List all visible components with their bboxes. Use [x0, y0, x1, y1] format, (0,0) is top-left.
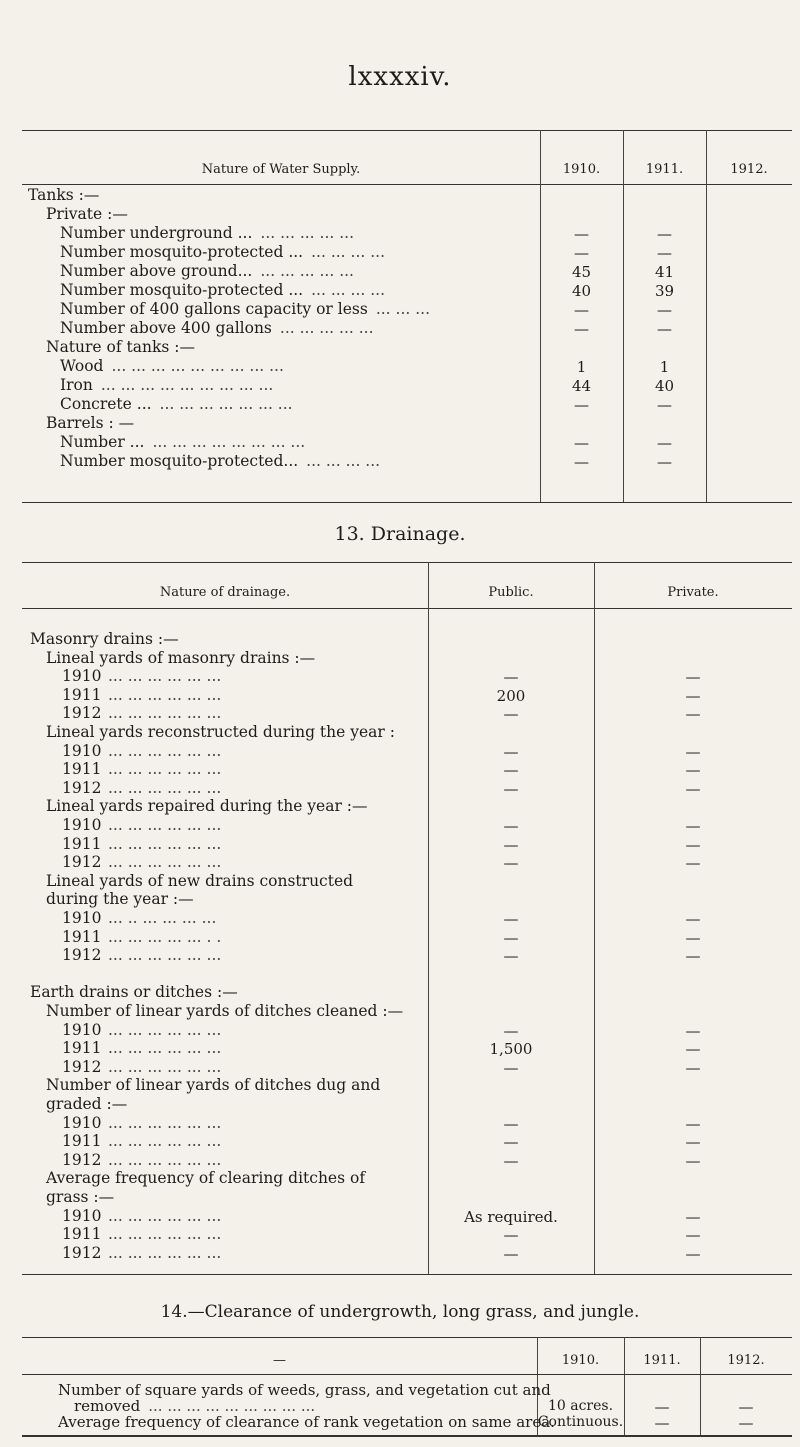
table-row-label: Barrels : — — [46, 414, 135, 432]
leader-dots: ... ... ... ... ... ... — [108, 741, 222, 760]
table-row-label: Number mosquito-protected... — [60, 452, 299, 470]
value-1912: — — [738, 1398, 754, 1416]
year-label: 1912 — [62, 778, 102, 797]
value-private: — — [685, 854, 701, 873]
header-nature-drainage: Nature of drainage. — [159, 585, 291, 600]
table-rule — [22, 1274, 792, 1275]
value-1912: — — [738, 1414, 754, 1432]
leader-dots: ... ... ... ... ... . . — [108, 927, 222, 946]
leader-dots: ... ... ... ... ... ... — [108, 778, 222, 797]
value-private: — — [685, 686, 701, 705]
leader-dots: ... ... ... ... ... ... — [108, 1225, 222, 1244]
page-number: lxxxxiv. — [348, 62, 452, 92]
value-public: — — [503, 1244, 519, 1263]
leader-dots: ... ... ... ... ... ... — [108, 834, 222, 853]
table-row-label: Earth drains or ditches :— — [30, 983, 238, 1002]
value-1910: — — [574, 434, 589, 452]
drainage-title: 13. Drainage. — [334, 523, 466, 545]
value-private: — — [685, 1114, 701, 1133]
leader-dots: ... ... ... ... ... ... — [108, 946, 222, 965]
table-row-label: Number of linear yards of ditches dug and — [46, 1076, 381, 1095]
year-label: 1912 — [62, 853, 102, 872]
header-private: Private. — [667, 585, 719, 600]
value-public: — — [503, 705, 519, 724]
header-nature: Nature of Water Supply. — [201, 162, 361, 177]
value-public: — — [503, 947, 519, 966]
value-1910: 10 acres. — [547, 1398, 614, 1414]
leader-dots: ... ... ... ... ... ... — [108, 1113, 222, 1132]
value-public: 1,500 — [489, 1040, 533, 1059]
value-public: — — [503, 742, 519, 761]
header-1911: 1911. — [645, 162, 684, 177]
value-1910: — — [574, 301, 589, 319]
leader-dots: ... ... ... ... — [306, 452, 381, 470]
year-label: 1910 — [62, 1020, 102, 1039]
leader-dots: ... ... ... ... ... — [279, 319, 374, 337]
table-row-label: Number above 400 gallons — [60, 319, 272, 337]
leader-dots: ... ... ... ... ... ... — [108, 1039, 222, 1058]
undergrowth-title: 14.—Clearance of undergrowth, long grass, and jungle. — [160, 1302, 640, 1322]
value-private: — — [685, 1021, 701, 1040]
table-row-label: Wood — [60, 357, 104, 375]
header-1912: 1912. — [727, 1353, 765, 1368]
table-row-label: Private :— — [46, 205, 128, 223]
value-public: — — [503, 854, 519, 873]
table-row-label: Nature of tanks :— — [46, 338, 195, 356]
value-1910: — — [574, 453, 589, 471]
value-public: — — [503, 1058, 519, 1077]
value-private: — — [685, 947, 701, 966]
value-public: — — [503, 779, 519, 798]
table-row-label: Lineal yards of new drains constructed — [46, 871, 354, 890]
value-private: — — [685, 742, 701, 761]
leader-dots: ... ... ... ... ... — [260, 262, 354, 280]
value-public: — — [503, 910, 519, 928]
leader-dots: ... ... ... ... ... ... ... — [159, 395, 293, 413]
value-public: — — [503, 668, 519, 687]
table-row-label: Number of 400 gallons capacity or less — [60, 300, 368, 318]
leader-dots: ... ... ... ... — [311, 243, 386, 261]
value-1910: 40 — [571, 282, 592, 300]
year-label: 1910 — [62, 909, 102, 927]
header-blank: — — [273, 1353, 286, 1368]
leader-dots: ... ... ... ... ... — [260, 224, 355, 242]
leader-dots: ... ... ... ... — [311, 281, 386, 299]
leader-dots: ... ... ... ... ... ... — [108, 704, 222, 723]
table-rule — [22, 184, 792, 185]
table-row-label: removed — [74, 1397, 141, 1415]
value-1911: — — [654, 1398, 670, 1416]
leader-dots: ... ... ... ... ... ... — [108, 685, 222, 704]
value-1910: 1 — [576, 358, 587, 376]
value-public: — — [503, 835, 519, 854]
table-row-label: Average frequency of clearing ditches of — [46, 1169, 366, 1188]
year-label: 1911 — [62, 927, 102, 946]
value-private: — — [685, 1151, 701, 1170]
value-private: — — [685, 835, 701, 854]
year-label: 1910 — [62, 816, 102, 834]
year-label: 1912 — [62, 946, 102, 965]
value-1910: — — [574, 320, 589, 338]
table-row-label: graded :— — [46, 1095, 128, 1113]
year-label: 1911 — [62, 1039, 102, 1058]
value-1911: — — [657, 434, 672, 452]
leader-dots: ... ... ... ... ... ... — [108, 1243, 222, 1262]
table-row-label: Number above ground... — [60, 262, 253, 280]
value-1911: — — [657, 225, 672, 243]
table-row-label: Lineal yards of masonry drains :— — [46, 648, 316, 667]
year-label: 1911 — [62, 760, 102, 779]
value-public: — — [503, 928, 519, 947]
value-private: — — [685, 668, 701, 687]
column-rule — [706, 184, 707, 502]
leader-dots: ... ... ... ... ... ... ... ... ... — [100, 376, 274, 394]
table-row-label: Number mosquito-protected ... — [60, 281, 304, 299]
value-public: — — [503, 1021, 519, 1040]
value-private: — — [685, 817, 701, 835]
value-1910: — — [574, 244, 589, 262]
leader-dots: ... .. ... ... ... ... — [108, 909, 217, 927]
year-label: 1910 — [62, 1206, 102, 1225]
year-label: 1910 — [62, 1113, 102, 1132]
table-row-label: Average frequency of clearance of rank vegetation on same area. — [58, 1413, 555, 1431]
table-row-label: Number ... — [60, 433, 145, 451]
value-private: — — [685, 1040, 701, 1059]
table-row-label: Number underground ... — [60, 224, 253, 242]
value-1910: 45 — [571, 263, 592, 281]
value-private: — — [685, 1226, 701, 1245]
value-1911: — — [657, 396, 672, 414]
value-1911: — — [657, 244, 672, 262]
year-label: 1910 — [62, 667, 102, 686]
value-1910: — — [574, 225, 589, 243]
table-rule — [22, 502, 792, 503]
value-1911: 1 — [659, 358, 670, 376]
value-public: — — [503, 1114, 519, 1133]
value-private: — — [685, 1058, 701, 1077]
table-rule — [22, 130, 792, 131]
value-public: — — [503, 761, 519, 780]
year-label: 1911 — [62, 834, 102, 853]
year-label: 1912 — [62, 1243, 102, 1262]
table-rule — [22, 1374, 792, 1375]
value-1910: 44 — [571, 377, 592, 395]
year-label: 1911 — [62, 1225, 102, 1244]
table-rule — [22, 1337, 792, 1338]
value-public: — — [503, 817, 519, 835]
value-1911: — — [657, 301, 672, 319]
value-1910: Continuous. — [537, 1414, 624, 1430]
value-public: As required. — [464, 1207, 558, 1226]
year-label: 1910 — [62, 741, 102, 760]
leader-dots: ... ... ... ... ... ... — [108, 1206, 222, 1225]
value-1911: 39 — [654, 282, 675, 300]
header-1911: 1911. — [643, 1353, 681, 1368]
leader-dots: ... ... ... ... ... ... — [108, 1020, 222, 1039]
value-private: — — [685, 1207, 701, 1226]
value-public: — — [503, 1151, 519, 1170]
year-label: 1912 — [62, 704, 102, 723]
value-private: — — [685, 705, 701, 724]
header-1912: 1912. — [730, 162, 768, 177]
table-row-label: Iron — [60, 376, 93, 394]
leader-dots: ... ... ... ... ... ... — [108, 853, 222, 872]
table-row-label: Tanks :— — [28, 186, 100, 204]
header-1910: 1910. — [561, 1353, 600, 1368]
header-1910: 1910. — [562, 162, 601, 177]
year-label: 1911 — [62, 1132, 102, 1151]
table-row-label: Masonry drains :— — [30, 630, 179, 648]
leader-dots: ... ... ... ... ... ... — [108, 760, 222, 779]
value-1911: 41 — [654, 263, 675, 281]
year-label: 1912 — [62, 1057, 102, 1076]
value-public: 200 — [496, 686, 526, 705]
leader-dots: ... ... ... ... ... ... — [108, 1057, 222, 1076]
value-private: — — [685, 779, 701, 798]
table-rule — [22, 608, 792, 609]
value-public: — — [503, 1133, 519, 1152]
leader-dots: ... ... ... ... ... ... — [108, 1132, 222, 1151]
value-1910: — — [574, 396, 589, 414]
year-label: 1911 — [62, 685, 102, 704]
table-row-label: grass :— — [46, 1188, 115, 1206]
header-public: Public. — [488, 585, 534, 600]
leader-dots: ... ... ... ... ... ... ... ... ... — [111, 357, 284, 375]
table-rule — [22, 1435, 792, 1437]
value-public: — — [503, 1226, 519, 1245]
leader-dots: ... ... ... ... ... ... ... ... ... — [148, 1397, 316, 1415]
value-private: — — [685, 1244, 701, 1263]
leader-dots: ... ... ... ... ... ... ... ... — [152, 433, 306, 451]
leader-dots: ... ... ... ... ... ... — [108, 816, 222, 834]
table-row-label: Concrete ... — [60, 395, 152, 413]
leader-dots: ... ... ... ... ... ... — [108, 1150, 222, 1169]
value-1911: 40 — [654, 377, 675, 395]
year-label: 1912 — [62, 1150, 102, 1169]
value-private: — — [685, 928, 701, 947]
value-1911: — — [654, 1414, 670, 1432]
value-private: — — [685, 1133, 701, 1152]
table-row-label: Number of square yards of weeds, grass, and vegetation cut and — [58, 1381, 551, 1399]
leader-dots: ... ... ... — [375, 300, 431, 318]
leader-dots: ... ... ... ... ... ... — [108, 667, 222, 686]
value-1911: — — [657, 453, 672, 471]
value-private: — — [685, 910, 701, 928]
table-row-label: during the year :— — [46, 890, 194, 909]
table-row-label: Number mosquito-protected ... — [60, 243, 304, 261]
table-row-label: Lineal yards reconstructed during the year : — [46, 723, 395, 741]
table-rule — [22, 562, 792, 563]
value-private: — — [685, 761, 701, 780]
table-row-label: Number of linear yards of ditches cleaned :— — [46, 1002, 404, 1020]
value-1911: — — [657, 320, 672, 338]
table-row-label: Lineal yards repaired during the year :— — [46, 797, 368, 816]
